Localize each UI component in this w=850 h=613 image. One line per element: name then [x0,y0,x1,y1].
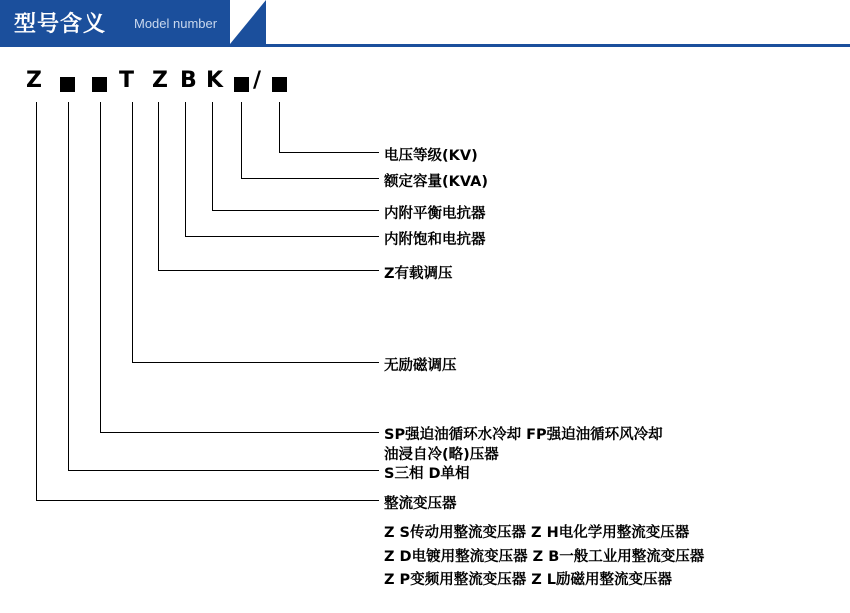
header-bar-slant [230,0,266,44]
leader-hline-rated-capacity [241,178,379,179]
leader-hline-rectifier-transformer [36,500,379,501]
leader-vline-off-circuit-tap [132,102,133,362]
page-title-cn: 型号含义 [14,12,107,37]
leader-vline-phase [68,102,69,470]
model-code-row [0,66,850,102]
leader-vline-saturable-reactor [185,102,186,236]
callout-label-saturable-reactor: 内附饱和电抗器 [384,232,486,248]
header-divider [0,44,850,47]
callout-label-cooling-1: SP强迫油循环水冷却 FP强迫油循环风冷却 [384,427,663,443]
code-box-3 [234,77,249,92]
leader-vline-rated-capacity [241,102,242,178]
callout-label-voltage-class: 电压等级(KV) [384,148,478,164]
callout-label-phase: S三相 D单相 [384,466,470,482]
callout-label-usage-1: Z S传动用整流变压器 Z H电化学用整流变压器 [384,525,690,541]
code-box-1 [60,77,75,92]
leader-vline-balance-reactor [212,102,213,210]
callout-label-usage-3: Z P变频用整流变压器 Z L励磁用整流变压器 [384,572,673,588]
leader-hline-voltage-class [279,152,379,153]
page-header-banner [0,0,300,44]
code-letter-k: K [206,68,224,93]
code-box-2 [92,77,107,92]
code-slash: / [253,68,262,93]
leader-hline-saturable-reactor [185,236,379,237]
leader-hline-on-load-tap [158,270,379,271]
code-letter-t: T [119,68,135,93]
callout-label-rectifier-trans: 整流变压器 [384,496,457,512]
leader-hline-phase [68,470,379,471]
callout-label-on-load-tap: Z有载调压 [384,266,453,282]
callout-label-off-circuit-tap: 无励磁调压 [384,358,457,374]
callout-label-rated-capacity: 额定容量(KVA) [384,174,488,190]
leader-vline-cooling [100,102,101,432]
code-letter-z1: Z [26,68,42,93]
leader-hline-balance-reactor [212,210,379,211]
code-box-4 [272,77,287,92]
leader-vline-on-load-tap [158,102,159,270]
callout-label-usage-2: Z D电镀用整流变压器 Z B一般工业用整流变压器 [384,549,705,565]
callout-label-cooling-2: 油浸自冷(略)压器 [384,447,499,463]
leader-vline-voltage-class [279,102,280,152]
page-title-en: Model number [134,16,218,31]
callout-label-balance-reactor: 内附平衡电抗器 [384,206,486,222]
leader-hline-off-circuit-tap [132,362,379,363]
leader-vline-rectifier-transformer [36,102,37,500]
code-letter-z2: Z [152,68,168,93]
leader-hline-cooling [100,432,379,433]
code-letter-b: B [180,68,197,93]
